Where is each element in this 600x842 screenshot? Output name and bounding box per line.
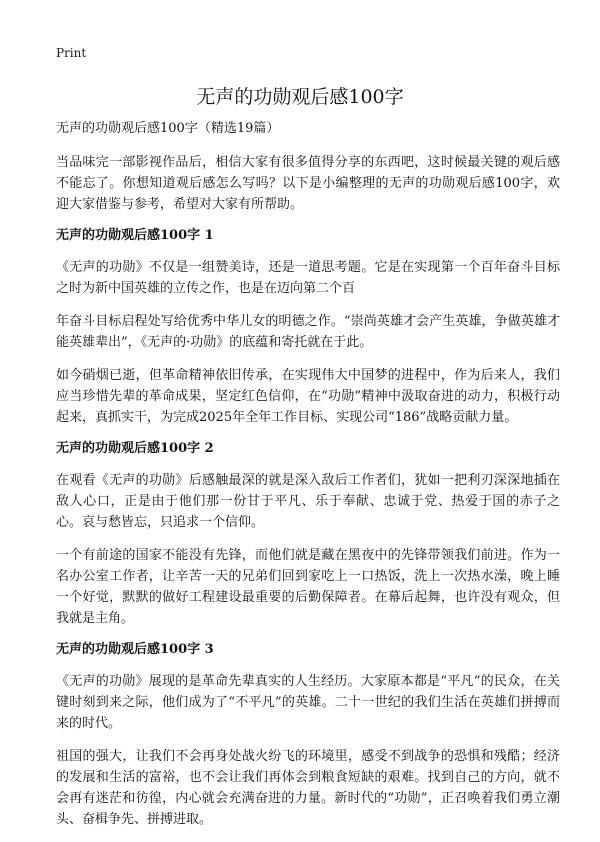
print-link[interactable]: Print <box>56 46 87 60</box>
section-3-paragraph-1: 《无声的功勋》展现的是革命先辈真实的人生经历。大家原本都是“平凡”的民众，在关键时刻到来之际，他们成为了“不平凡”的英雄。二十一世纪的我们生活在英雄们拼搏而来的时代。 <box>56 674 560 731</box>
section-heading-1: 无声的功勋观后感100字 1 <box>56 228 214 243</box>
section-1-paragraph-2: 年奋斗目标启程处写给优秀中华儿女的明德之作。“崇尚英雄才会产生英雄，争做英雄才能英雄辈出”，《无声的·功勋》的底蕴和寄托就在于此。 <box>56 314 560 350</box>
section-2-paragraph-2: 一个有前途的国家不能没有先锋，而他们就是藏在黑夜中的先锋带领我们前进。作为一名办公室工作者，让辛苦一天的兄弟们回到家吃上一口热饭，洗上一次热水澡，晚上睡一个好觉，默默的做好工程建设最重要的后勤保障者。在幕后起舞，也许没有观众，但我就是主角。 <box>56 548 560 626</box>
page-title: 无声的功勋观后感100字 <box>196 86 404 108</box>
section-3-paragraph-2: 祖国的强大，让我们不会再身处战火纷飞的环境里，感受不到战争的恐惧和残酷；经济的发展和生活的富裕，也不会让我们再体会到粮食短缺的艰难。找到自己的方向，就不会再有迷茫和彷徨，内心就会充满奋进的力量。新时代的“功勋”，正召唤着我们勇立潮头、奋楫争先、拼搏进取。 <box>56 749 560 827</box>
article-subtitle: 无声的功勋观后感100字（精选19篇） <box>56 121 280 136</box>
section-1-paragraph-3: 如今硝烟已逝，但革命精神依旧传承，在实现伟大中国梦的进程中，作为后来人，我们应当珍惜先辈的革命成果，坚定红色信仰，在“功勋”精神中汲取奋进的动力，积极行动起来，真抓实干，为完成2025年全年工作目标、实现公司“186”战略贡献力量。 <box>56 368 560 425</box>
section-1-paragraph-1: 《无声的功勋》不仅是一组赞美诗，还是一道思考题。它是在实现第一个百年奋斗目标之时为新中国英雄的立传之作，也是在迈向第二个百 <box>56 260 560 296</box>
section-2-paragraph-1: 在观看《无声的功勋》后感触最深的就是深入敌后工作者们，犹如一把利刃深深地插在敌人心口，正是由于他们那一份甘于平凡、乐于奉献、忠诚于党、热爱于国的赤子之心。哀与愁皆忘，只追求一个信仰。 <box>56 473 560 530</box>
intro-paragraph: 当品味完一部影视作品后，相信大家有很多值得分享的东西吧，这时候最关键的观后感不能忘了。你想知道观后感怎么写吗？以下是小编整理的无声的功勋观后感100字，欢迎大家借鉴与参考，希望对大家有所帮助。 <box>56 155 560 212</box>
section-heading-3: 无声的功勋观后感100字 3 <box>56 642 214 657</box>
article-body <box>56 120 560 842</box>
section-heading-2: 无声的功勋观后感100字 2 <box>56 441 214 456</box>
